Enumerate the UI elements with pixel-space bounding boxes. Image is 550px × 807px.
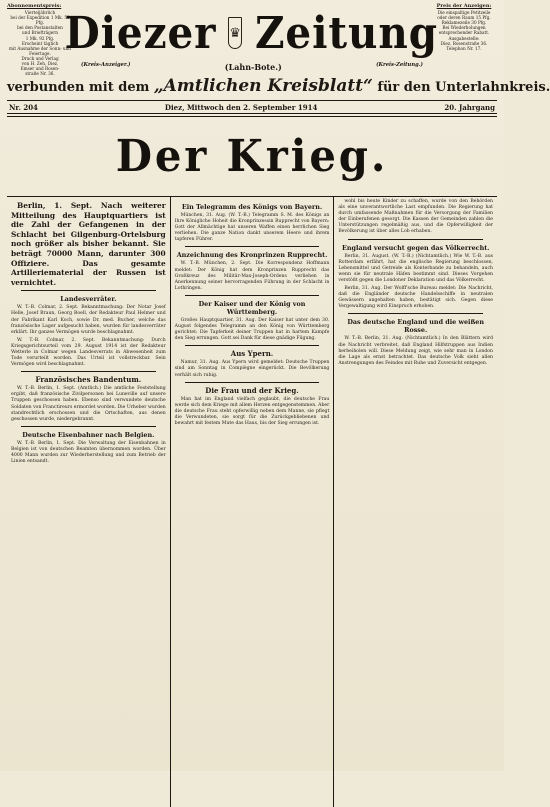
divider — [185, 345, 320, 346]
advert-price-line: Bei Wiederholungen — [442, 25, 486, 31]
advert-price-box — [431, 4, 497, 92]
subtitle-right: (Kreis-Zeitung.) — [376, 62, 423, 68]
issue-date: Diez, Mittwoch den 2. September 1914 — [164, 102, 318, 112]
divider — [185, 246, 320, 247]
advert-price-title: Preis der Anzeigen: — [436, 3, 492, 9]
title-subtitles — [81, 62, 423, 72]
section-heading: Der Kaiser und der König von Württemberg. — [198, 299, 306, 316]
section-heading: Ein Telegramm des Königs von Bayern. — [181, 203, 323, 211]
dateline — [7, 100, 497, 114]
advert-price-line: Ausgabestelle: — [448, 35, 480, 41]
subtitle-middle: (Lahn-Bote.) — [224, 62, 282, 72]
section-heading: Die Frau und der Krieg. — [205, 385, 299, 395]
masthead — [7, 3, 550, 100]
article-columns — [7, 196, 497, 807]
section-heading: Landesverräter. — [60, 295, 117, 304]
subtitle-left: (Kreis-Anzeiger.) — [81, 62, 131, 68]
advert-price-line: Reklamezeile 30 Pfg. — [441, 20, 487, 26]
article-paragraph: W. T.-B. Berlin, 1. Sept. (Amtlich.) Die amtliche Feststellung ergibt, daß französische Zivilpersonen bei Luneville auf unsere Truppen geschossen haben. Ebenso sind verwundete deutsche Soldaten von Franctireurs ermordet worden. Die Urheber wurden standrechtlich erschossen und die Ortschaften, aus denen geschossen wurde, niedergebrannt. — [11, 386, 166, 422]
main-headline: Der Krieg. — [115, 131, 389, 182]
divider — [348, 239, 483, 240]
section-heading: Anzeichnung des Kronprinzen Rupprecht. — [176, 251, 328, 260]
article-paragraph: W. T.-B. Berlin, 1. Sept. Die Verwaltung der Eisenbahnen in Belgien ist von deutschen Beamten übernommen worden. Über 4000 Mann wurden zur Wiederherstellung und zum Betrieb der Linien entsandt. — [11, 440, 166, 465]
article-paragraph: München, 31. Aug. (W. T.-B.) Telegramm S. M. des Königs an Ihre Königliche Hoheit die Kronprinzessin Rupprecht von Bayern: Gott der Allmächtige hat unseren Waffen einen herrlichen Sieg verliehen. Die ganze Nation dankt unserem Heere und ihrem tapferen Führer. — [174, 213, 330, 243]
article-paragraph: Man hat im England vielfach geglaubt, die deutsche Frau werde sich dem Kriege mit allem Herzen entgegenstemmen. Aber die deutsche Frau steht opferwillig neben dem Manne, sie pflegt die Verwundeten, sie sorgt für die Zurückgebliebenen und bewahrt mit festem Mute das Haus, bis der Sieg errungen ist. — [174, 396, 330, 426]
advert-price-line: Die einspaltige Petitzeile — [437, 10, 491, 16]
crest-icon: ♛ — [228, 17, 242, 49]
subscription-line: von H. Zeh, Diez, — [21, 61, 59, 67]
tagline-big: „Amtlichen Kreisblatt“ — [153, 76, 373, 96]
column-2 — [170, 197, 334, 807]
section-heading: Französisches Bandentum. — [35, 375, 142, 385]
subscription-line: bei den Postanstalten — [17, 25, 63, 31]
column-1 — [7, 197, 170, 807]
advert-price-line: Telephon Nr. 17. — [446, 45, 482, 51]
newspaper-title — [64, 4, 438, 62]
section-heading: Das deutsche England und die weißen Rosse. — [347, 318, 485, 335]
column-3 — [333, 197, 497, 807]
issue-number: Nr. 204 — [9, 102, 38, 112]
subscription-line: Druck und Verlag — [21, 55, 59, 61]
article-paragraph: Namur, 31. Aug. Aus Ypern wird gemeldet: Deutsche Truppen sind am Sonntag in Compiègne eingerückt. Die Bevölkerung verhält sich ruhig. — [174, 360, 330, 378]
advert-price-line: oder deren Raum 15 Pfg. — [437, 15, 491, 21]
lead-paragraph: Berlin, 1. Sept. Nach weiterer Mitteilung des Hauptquartiers ist die Zahl der Gefangenen in der Schlacht bei Gilgenburg-Ortelsburg noch größer als bisher bekannt. Sie beträgt 70000 Mann, darunter 300 Offiziere. Das gesamte Artilleriematerial der Russen ist vernichtet. — [11, 201, 166, 287]
divider — [21, 426, 156, 427]
tagline-post: für den Unterlahnkreis. — [377, 80, 550, 95]
subscription-line: bei der Expedition 1 Mk. 50 Pfg. — [10, 15, 70, 26]
tagline — [7, 76, 550, 96]
title-left-word: Diezer — [64, 7, 217, 59]
divider — [21, 290, 156, 291]
advert-price-line: entsprechender Rabatt. — [438, 30, 490, 36]
divider — [21, 371, 156, 372]
divider — [348, 313, 483, 314]
subscription-line: und Briefträgern — [22, 30, 58, 36]
advert-price-line: Diez, Rosenstraße 36. — [440, 40, 488, 46]
divider — [185, 295, 320, 296]
subscription-line: Emser und Rosen- — [20, 66, 60, 72]
divider — [7, 116, 497, 117]
subscription-line: Vierteljährlich — [24, 10, 56, 16]
section-heading: Deutsche Eisenbahner nach Belgien. — [22, 430, 155, 439]
subscription-title: Abonnementspreis: — [7, 3, 62, 9]
subscription-line: 1 Mk. 92 Pfg. — [25, 35, 55, 41]
article-paragraph: W. T.-B. Colmar, 2. Sept. Bekanntmachung: Der Notar Josef Helle, Josef Braun, Georg Boell, der Redakteur Paul Helmer und der Fabrikant Karl Koch, sowie Dr. med. Bucher, welche das französische Lager aufgesucht haben, wurden für landesverräter erklärt. Ihr ganzes Vermögen wurde beschlagnahmt. — [11, 305, 166, 335]
article-paragraph: W. T.-B. Berlin, 31. Aug. (Nichtamtlich.) In den Blättern wird die Nachricht verbreitet, daß England Hilfstruppen aus Indien herbeiholen will. Diese Meldung zeigt, wie sehr man in London die Lage als ernst betrachtet. Das deutsche Volk sieht allen Anstrengungen des Feindes mit Ruhe und Zuversicht entgegen. — [338, 336, 494, 366]
article-paragraph: wohl bis heute Kinder zu schaffen, wurde von den Behörden als eine unverantwortliche Last empfunden. Die Regierung hat durch umfassende Maßnahmen für die Versorgung der Familien der Einberufenen gesorgt. Die Kassen der Gemeinden zahlen die Unterstützungen regelmäßig aus, und die Opferwilligkeit der Bevölkerung ist über alles Lob erhaben. — [338, 199, 494, 235]
section-heading: England versucht gegen das Völkerrecht. — [341, 243, 490, 252]
article-paragraph: Berlin, 31. August. (W. T.-B.) (Nichtamtlich.) Wie W. T.-B. aus Rotterdam erfährt, hat die englische Regierung beschlossen, Lebensmittel und Getreide als Konterbande zu behandeln, auch wenn sie für neutrale Häfen bestimmt sind. Dieses Vorgehen verstößt gegen die Londoner Deklaration und das Völkerrecht. — [338, 253, 494, 283]
title-right-word: Zeitung — [254, 7, 438, 59]
subscription-line: Erscheint täglich — [21, 40, 59, 46]
divider — [185, 382, 320, 383]
article-paragraph: Berlin, 31. Aug. Der Wolff'sche Bureau meldet: Die Nachricht, daß die Engländer deutsche Handelsschiffe in neutralen Gewässern angehalten haben, bestätigt sich. Gegen diese Vergewaltigung wird Einspruch erhoben. — [338, 286, 494, 310]
volume-year: 20. Jahrgang — [444, 102, 495, 112]
subscription-line: mit Ausnahme der Sonn- und — [9, 45, 71, 51]
tagline-pre: verbunden mit dem — [7, 80, 150, 95]
article-paragraph: W. T.-B. München, 2. Sept. Die Korrespondenz Hoffmann meldet: Der König hat dem Kronprinzen Rupprecht das Großkreuz des Militär-Max-Joseph-Ordens verliehen in Anerkennung seiner hervorragenden Führung in der Schlacht in Lothringen. — [174, 261, 330, 291]
section-heading: Aus Ypern. — [230, 349, 274, 359]
subscription-line: straße Nr. 36. — [25, 71, 55, 77]
article-paragraph: W. T.-B. Colmar, 2. Sept. Bekanntmachung: Durch Kriegsgerichtsurteil vom 29. August 1914 ist der Redakteur Wetterle in Colmar wegen Landesverrats in Abwesenheit zum Tode verurteilt worden. Das Urteil ist vollstreckbar. Sein Vermögen wird beschlagnahmt. — [11, 337, 166, 368]
article-paragraph: Großes Hauptquartier, 31. Aug. Der Kaiser hat unter dem 30. August folgendes Telegramm an den König von Württemberg gerichtet: Die Tapferkeit deiner Truppen hat in hartem Kampfe den Sieg errungen. Gott sei Dank für diese gnädige Fügung. — [174, 317, 330, 342]
subscription-line: Feiertage. — [29, 50, 51, 56]
